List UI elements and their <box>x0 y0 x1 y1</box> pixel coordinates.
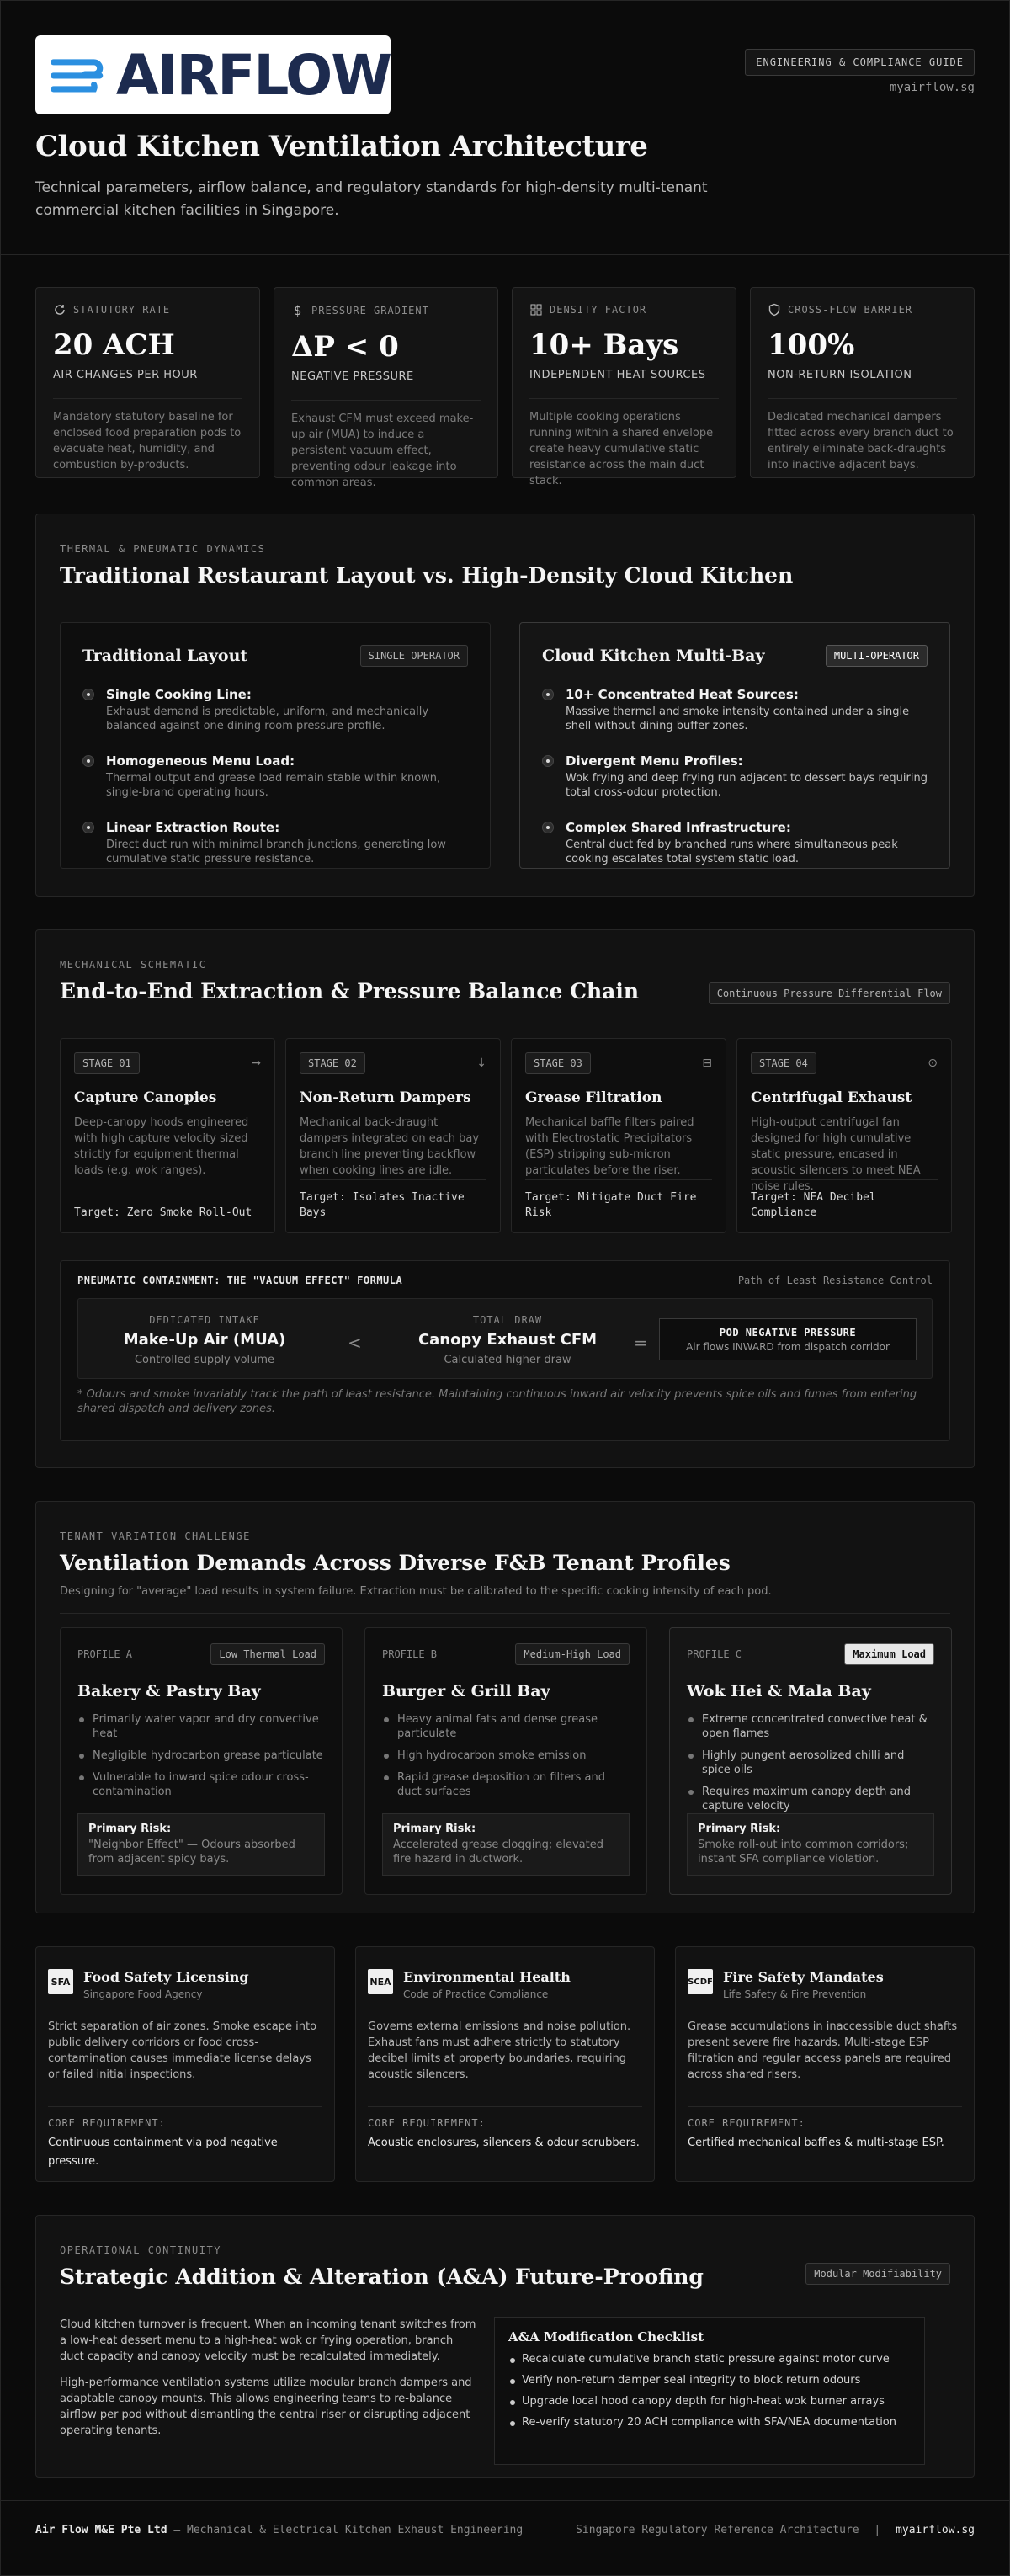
stage-card <box>60 1038 275 1233</box>
bullet-icon <box>82 689 94 700</box>
risk-box: Primary Risk: Accelerated grease clogging; elevated fire hazard in ductwork. <box>382 1813 630 1876</box>
traditional-layout-card <box>60 622 491 869</box>
nea-badge-icon: NEA <box>368 1969 393 1994</box>
modularity-tag: Modular Modifiability <box>805 2263 950 2285</box>
footer-company: Air Flow M&E Pte Ltd <box>35 2524 167 2536</box>
stage-card <box>736 1038 952 1233</box>
formula-box <box>77 1298 933 1379</box>
section-eyebrow: MECHANICAL SCHEMATIC <box>60 959 207 971</box>
divider <box>0 254 1010 255</box>
stat-card <box>274 287 498 489</box>
section-subtitle: Designing for "average" load results in system failure. Extraction must be calibrated to the specific cooking intensity of each pod. <box>60 1585 950 1614</box>
bullet-icon <box>542 755 554 767</box>
stat-unit: AIR CHANGES PER HOUR <box>53 369 198 381</box>
list-item: 10+ Concentrated Heat Sources: Massive thermal and smoke intensity contained under a single shell without dining buffer zones. <box>542 687 928 733</box>
requirement-value: Continuous containment via pod negative pressure. <box>48 2137 278 2168</box>
stat-description: Mandatory statutory baseline for enclosed food preparation pods to evacuate heat, humidity, and combustion by-products. <box>53 398 242 473</box>
list-item: Single Cooking Line: Exhaust demand is predictable, uniform, and mechanically balanced against one dining room pressure profile. <box>82 687 468 733</box>
stat-card <box>750 287 975 478</box>
stage-description: High-output centrifugal fan designed for high cumulative static pressure, encased in acoustic silencers to meet NEA noise rules. <box>751 1116 921 1193</box>
airflow-logo[interactable] <box>35 35 391 114</box>
less-than-symbol: < <box>348 1333 362 1353</box>
profile-card <box>669 1627 952 1895</box>
section-eyebrow: OPERATIONAL CONTINUITY <box>60 2244 221 2256</box>
stage-card <box>285 1038 501 1233</box>
checklist-item: Re-verify statutory 20 ACH compliance with SFA/NEA documentation <box>508 2416 911 2429</box>
fan-icon: ⊙ <box>928 1056 938 1070</box>
stat-unit: INDEPENDENT HEAT SOURCES <box>529 369 706 381</box>
stage-name: Non-Return Dampers <box>300 1089 471 1106</box>
list-item: Vulnerable to inward spice odour cross-contamination <box>77 1770 325 1799</box>
formula-footnote: * Odours and smoke invariably track the path of least resistance. Maintaining continuous inward air velocity prevents spice oils and fumes from entering shared dispatch and delivery zones. <box>77 1388 917 1415</box>
list-item: Rapid grease deposition on filters and duct surfaces <box>382 1770 630 1799</box>
list-item: High hydrocarbon smoke emission <box>382 1748 630 1763</box>
regulator-card <box>675 1946 975 2182</box>
requirement-label: CORE REQUIREMENT: <box>368 2106 642 2129</box>
stage-name: Capture Canopies <box>74 1089 217 1106</box>
bullet-icon <box>542 822 554 833</box>
arrow-right-icon: → <box>251 1056 261 1070</box>
footer-reference: Singapore Regulatory Reference Architecture <box>576 2524 859 2536</box>
stage-target: Target: NEA Decibel Compliance <box>751 1179 938 1221</box>
guide-badge: ENGINEERING & COMPLIANCE GUIDE <box>745 49 975 76</box>
page-title: Cloud Kitchen Ventilation Architecture <box>35 130 648 163</box>
stage-number: STAGE 02 <box>300 1052 365 1074</box>
regulator-description: Governs external emissions and noise pollution. Exhaust fans must adhere strictly to statutory decibel limits at property boundaries, requiring acoustic silencers. <box>368 2020 631 2081</box>
card-title: Traditional Layout <box>82 647 248 665</box>
stat-description: Dedicated mechanical dampers fitted across every branch duct to entirely eliminate back-draughts into inactive adjacent bays. <box>768 398 957 473</box>
requirement-label: CORE REQUIREMENT: <box>688 2106 962 2129</box>
stat-unit: NON-RETURN ISOLATION <box>768 369 912 381</box>
load-badge: Maximum Load <box>844 1643 934 1665</box>
requirement-label: CORE REQUIREMENT: <box>48 2106 322 2129</box>
profile-label: PROFILE C <box>687 1648 742 1660</box>
page-footer <box>35 2524 975 2536</box>
tenant-profiles-section <box>35 1501 975 1913</box>
regulator-title: Environmental Health <box>403 1969 571 1985</box>
scdf-badge-icon: SCDF <box>688 1969 713 1994</box>
list-item: Homogeneous Menu Load: Thermal output and grease load remain stable within known, single-brand operating hours. <box>82 753 468 800</box>
cloud-kitchen-card <box>519 622 950 869</box>
list-item: Highly pungent aerosolized chilli and spice oils <box>687 1748 934 1777</box>
list-item: Linear Extraction Route: Direct duct run with minimal branch junctions, generating low cumulative static pressure resistance. <box>82 820 468 866</box>
shield-icon <box>768 303 781 317</box>
section-title: Strategic Addition & Alteration (A&A) Future-Proofing <box>60 2265 704 2289</box>
stage-target: Target: Zero Smoke Roll-Out <box>74 1195 261 1221</box>
stat-card <box>35 287 260 478</box>
list-item: Extreme concentrated convective heat & open flames <box>687 1712 934 1741</box>
equals-symbol: = <box>634 1333 648 1353</box>
stage-description: Mechanical baffle filters paired with Electrostatic Precipitators (ESP) stripping sub-micron particulates before the riser. <box>525 1116 694 1177</box>
profile-name: Bakery & Pastry Bay <box>77 1682 261 1700</box>
profile-name: Wok Hei & Mala Bay <box>687 1682 871 1700</box>
section-title: Ventilation Demands Across Diverse F&B Tenant Profiles <box>60 1551 731 1575</box>
list-item: Requires maximum canopy depth and capture velocity <box>687 1785 934 1813</box>
stage-number: STAGE 03 <box>525 1052 591 1074</box>
operator-tag: MULTI-OPERATOR <box>826 645 928 667</box>
list-item: Complex Shared Infrastructure: Central duct fed by branched runs where simultaneous peak cooking escalates total system static load. <box>542 820 928 866</box>
risk-box: Primary Risk: "Neighbor Effect" — Odours absorbed from adjacent spicy bays. <box>77 1813 325 1876</box>
checklist-item: Upgrade local hood canopy depth for high-heat wok burner arrays <box>508 2395 911 2408</box>
operator-tag: SINGLE OPERATOR <box>360 645 468 667</box>
stat-cards <box>35 287 975 489</box>
extraction-chain-section <box>35 929 975 1468</box>
refresh-icon <box>53 303 66 317</box>
stat-label: DENSITY FACTOR <box>550 304 647 316</box>
section-title: End-to-End Extraction & Pressure Balance Chain <box>60 979 640 1003</box>
profile-name: Burger & Grill Bay <box>382 1682 550 1700</box>
arrow-down-icon: ↓ <box>476 1056 486 1070</box>
load-badge: Medium-High Load <box>515 1643 630 1665</box>
aa-checklist <box>494 2317 925 2465</box>
dollar-icon: $ <box>293 303 303 318</box>
checklist-item: Verify non-return damper seal integrity to block return odours <box>508 2374 911 2387</box>
ops-paragraph: High-performance ventilation systems utilize modular branch dampers and adaptable canopy mounts. This allows engineering teams to re-balance airflow per pod without dismantling the central riser or disrupting adjacent operating tenants. <box>60 2376 472 2437</box>
stat-value: 10+ Bays <box>529 328 679 362</box>
footer-site-link[interactable]: myairflow.sg <box>896 2524 975 2536</box>
section-eyebrow: THERMAL & PNEUMATIC DYNAMICS <box>60 543 266 555</box>
regulator-subtitle: Life Safety & Fire Prevention <box>723 1988 867 2000</box>
stat-description: Exhaust CFM must exceed make-up air (MUA) to induce a persistent vacuum effect, preventing odour leakage into common areas. <box>291 400 481 491</box>
stat-label: CROSS-FLOW BARRIER <box>788 304 913 316</box>
site-link[interactable]: myairflow.sg <box>889 81 975 94</box>
stat-value: 100% <box>768 328 855 362</box>
stage-name: Grease Filtration <box>525 1089 662 1106</box>
load-badge: Low Thermal Load <box>210 1643 325 1665</box>
list-item: Heavy animal fats and dense grease particulate <box>382 1712 630 1741</box>
card-title: Cloud Kitchen Multi-Bay <box>542 647 765 665</box>
stat-label: PRESSURE GRADIENT <box>311 305 429 317</box>
bullet-icon <box>82 755 94 767</box>
page-header <box>35 34 975 219</box>
regulator-description: Strict separation of air zones. Smoke escape into public delivery corridors or food cross-contamination causes immediate license delays or failed initial inspections. <box>48 2020 317 2081</box>
list-item: Negligible hydrocarbon grease particulate <box>77 1748 325 1763</box>
stat-value: 20 ACH <box>53 328 175 362</box>
stat-label: STATUTORY RATE <box>73 304 171 316</box>
profile-card <box>364 1627 647 1895</box>
ops-body <box>60 2317 481 2439</box>
section-title: Traditional Restaurant Layout vs. High-Density Cloud Kitchen <box>60 563 794 588</box>
regulator-title: Fire Safety Mandates <box>723 1969 884 1985</box>
pressure-result: POD NEGATIVE PRESSURE Air flows INWARD from dispatch corridor <box>659 1318 917 1360</box>
stat-description: Multiple cooking operations running within a shared envelope create heavy cumulative static resistance across the main duct stack. <box>529 398 719 489</box>
stage-name: Centrifugal Exhaust <box>751 1089 912 1106</box>
stage-description: Mechanical back-draught dampers integrated on each bay branch line preventing backflow when cooking lines are idle. <box>300 1116 480 1177</box>
bullet-icon <box>82 822 94 833</box>
sfa-badge-icon: SFA <box>48 1969 73 1994</box>
profile-label: PROFILE B <box>382 1648 438 1660</box>
formula-title: PNEUMATIC CONTAINMENT: THE "VACUUM EFFECT" FORMULA <box>77 1275 403 1286</box>
ops-paragraph: Cloud kitchen turnover is frequent. When an incoming tenant switches from a low-heat dessert menu to a high-heat wok or frying operation, branch duct capacity and canopy velocity must be recalculated immediately. <box>60 2318 476 2363</box>
regulator-card <box>35 1946 335 2182</box>
footer-separator: | <box>874 2524 881 2536</box>
stage-number: STAGE 01 <box>74 1052 140 1074</box>
checklist-title: A&A Modification Checklist <box>508 2329 704 2344</box>
vacuum-formula-panel <box>60 1260 950 1441</box>
flow-tag: Continuous Pressure Differential Flow <box>709 982 950 1004</box>
regulator-subtitle: Code of Practice Compliance <box>403 1988 549 2000</box>
formula-label: Path of Least Resistance Control <box>737 1275 933 1286</box>
section-eyebrow: TENANT VARIATION CHALLENGE <box>60 1530 251 1542</box>
intake-term: DEDICATED INTAKE Make-Up Air (MUA) Controlled supply volume <box>123 1314 286 1366</box>
grid-icon <box>529 303 543 317</box>
requirement-value: Certified mechanical baffles & multi-stage ESP. <box>688 2137 944 2149</box>
stat-value: ΔP < 0 <box>291 330 399 364</box>
page-subtitle: Technical parameters, airflow balance, and regulatory standards for high-density multi-tenant commercial kitchen facilities in Singapore. <box>35 179 708 219</box>
stage-number: STAGE 04 <box>751 1052 816 1074</box>
draw-term: TOTAL DRAW Canopy Exhaust CFM Calculated higher draw <box>417 1314 598 1366</box>
divider <box>0 2500 1010 2501</box>
risk-box: Primary Risk: Smoke roll-out into common corridors; instant SFA compliance violation. <box>687 1813 934 1876</box>
regulator-subtitle: Singapore Food Agency <box>83 1988 203 2000</box>
comparison-section <box>35 514 975 897</box>
operations-section <box>35 2215 975 2478</box>
regulator-card <box>355 1946 655 2182</box>
bullet-icon <box>542 689 554 700</box>
checklist-item: Recalculate cumulative branch static pressure against motor curve <box>508 2353 911 2366</box>
requirement-value: Acoustic enclosures, silencers & odour scrubbers. <box>368 2137 640 2149</box>
stage-description: Deep-canopy hoods engineered with high capture velocity sized strictly for equipment thermal loads (e.g. wok ranges). <box>74 1116 249 1177</box>
regulator-description: Grease accumulations in inaccessible duct shafts present severe fire hazards. Multi-stage ESP filtration and regular access panels are required across shared risers. <box>688 2020 958 2081</box>
profile-label: PROFILE A <box>77 1648 133 1660</box>
stage-card <box>511 1038 726 1233</box>
filter-icon: ⊟ <box>702 1056 712 1070</box>
stat-unit: NEGATIVE PRESSURE <box>291 370 414 383</box>
list-item: Divergent Menu Profiles: Wok frying and deep frying run adjacent to dessert bays requiring total cross-odour protection. <box>542 753 928 800</box>
stage-target: Target: Mitigate Duct Fire Risk <box>525 1179 712 1221</box>
stat-card <box>512 287 736 487</box>
profile-card <box>60 1627 343 1895</box>
airflow-wave-icon <box>50 45 106 104</box>
regulator-title: Food Safety Licensing <box>83 1969 249 1985</box>
list-item: Primarily water vapor and dry convective heat <box>77 1712 325 1741</box>
footer-tagline: — Mechanical & Electrical Kitchen Exhaust Engineering <box>167 2524 524 2536</box>
stage-target: Target: Isolates Inactive Bays <box>300 1179 486 1221</box>
logo-wordmark: AIRFLOW <box>115 42 391 108</box>
